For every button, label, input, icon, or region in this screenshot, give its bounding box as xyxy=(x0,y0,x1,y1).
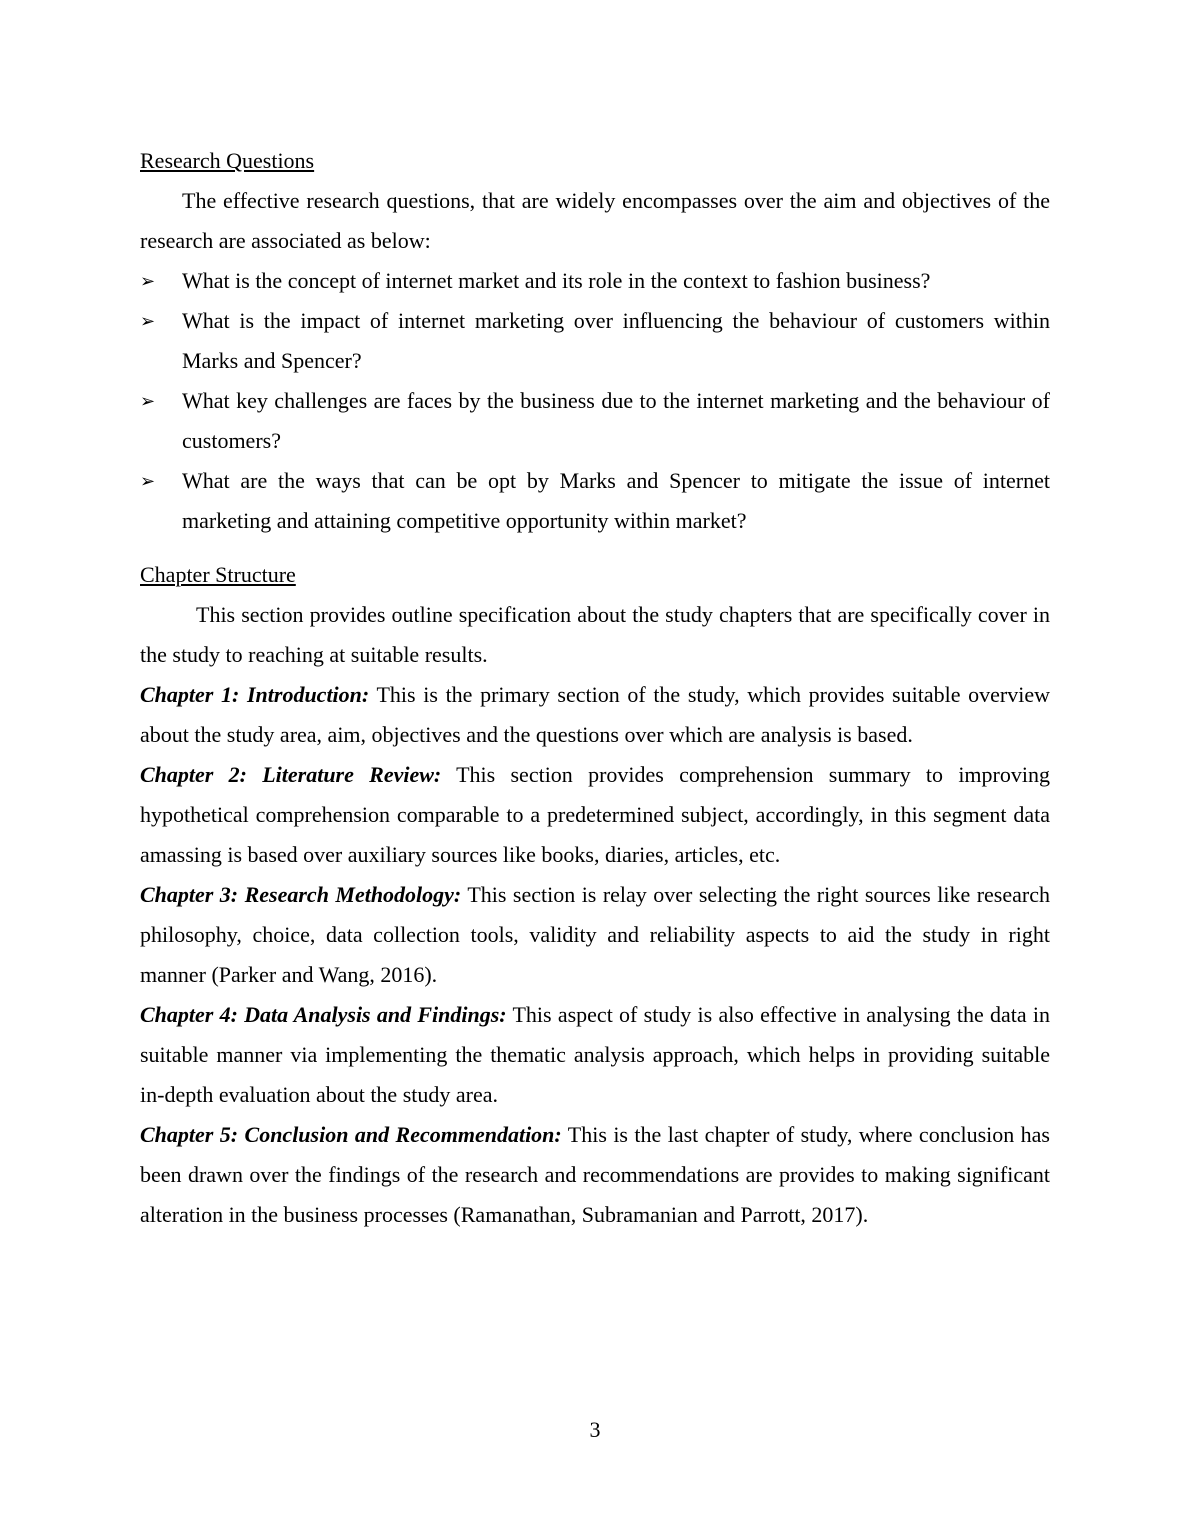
research-questions-intro: The effective research questions, that are widely encompasses over the aim and objectives of the research are associated as below: xyxy=(140,188,1050,253)
bullet-text: What is the impact of internet marketing over influencing the behaviour of customers within Marks and Spencer? xyxy=(182,308,1050,373)
chapter-label: Chapter 1: Introduction: xyxy=(140,682,370,707)
list-item xyxy=(140,301,1050,381)
bullet-text: What is the concept of internet market and its role in the context to fashion business? xyxy=(182,268,931,293)
chapter-structure-intro: This section provides outline specification about the study chapters that are specifically cover in the study to reaching at suitable results. xyxy=(140,602,1050,667)
list-item xyxy=(140,461,1050,541)
list-item xyxy=(140,381,1050,461)
arrow-bullet-icon: ➢ xyxy=(140,271,156,291)
chapter-label: Chapter 5: Conclusion and Recommendation: xyxy=(140,1122,562,1147)
arrow-bullet-icon: ➢ xyxy=(140,471,156,491)
chapter-text: This is the last chapter of study, where conclusion has been drawn over the findings of the research and recommendations are provides to making significant alteration in the business processes (Ramanathan, Subramanian and Parrott, 2017). xyxy=(140,1122,1050,1227)
chapter-paragraph-1 xyxy=(140,675,1050,755)
list-item xyxy=(140,261,1050,301)
bullet-text: What key challenges are faces by the business due to the internet marketing and the behaviour of customers? xyxy=(182,388,1050,453)
arrow-bullet-icon: ➢ xyxy=(140,391,156,411)
chapter-text: This section provides comprehension summary to improving hypothetical comprehension comparable to a predetermined subject, accordingly, in this segment data amassing is based over auxiliary sources like books, diaries, articles, etc. xyxy=(140,762,1050,867)
chapter-text: This is the primary section of the study, which provides suitable overview about the study area, aim, objectives and the questions over which are analysis is based. xyxy=(140,682,1050,747)
chapter-paragraph-4 xyxy=(140,995,1050,1115)
chapter-paragraph-3 xyxy=(140,875,1050,995)
chapter-text: This section is relay over selecting the right sources like research philosophy, choice, data collection tools, validity and reliability aspects to aid the study in right manner (Parker and Wang, 2016). xyxy=(140,882,1050,987)
research-questions-list xyxy=(140,261,1050,541)
chapter-label: Chapter 3: Research Methodology: xyxy=(140,882,462,907)
section-heading-research-questions: Research Questions xyxy=(140,148,315,173)
chapter-label: Chapter 2: Literature Review: xyxy=(140,762,442,787)
chapter-label: Chapter 4: Data Analysis and Findings: xyxy=(140,1002,507,1027)
section-heading-chapter-structure: Chapter Structure xyxy=(140,562,296,587)
bullet-text: What are the ways that can be opt by Marks and Spencer to mitigate the issue of internet marketing and attaining competitive opportunity within market? xyxy=(182,468,1050,533)
chapter-paragraph-5 xyxy=(140,1115,1050,1235)
chapter-paragraph-2 xyxy=(140,755,1050,875)
chapter-text: This aspect of study is also effective in analysing the data in suitable manner via implementing the thematic analysis approach, which helps in providing suitable in-depth evaluation about the study area. xyxy=(140,1002,1051,1107)
page-number: 3 xyxy=(589,1417,601,1442)
arrow-bullet-icon: ➢ xyxy=(140,311,156,331)
